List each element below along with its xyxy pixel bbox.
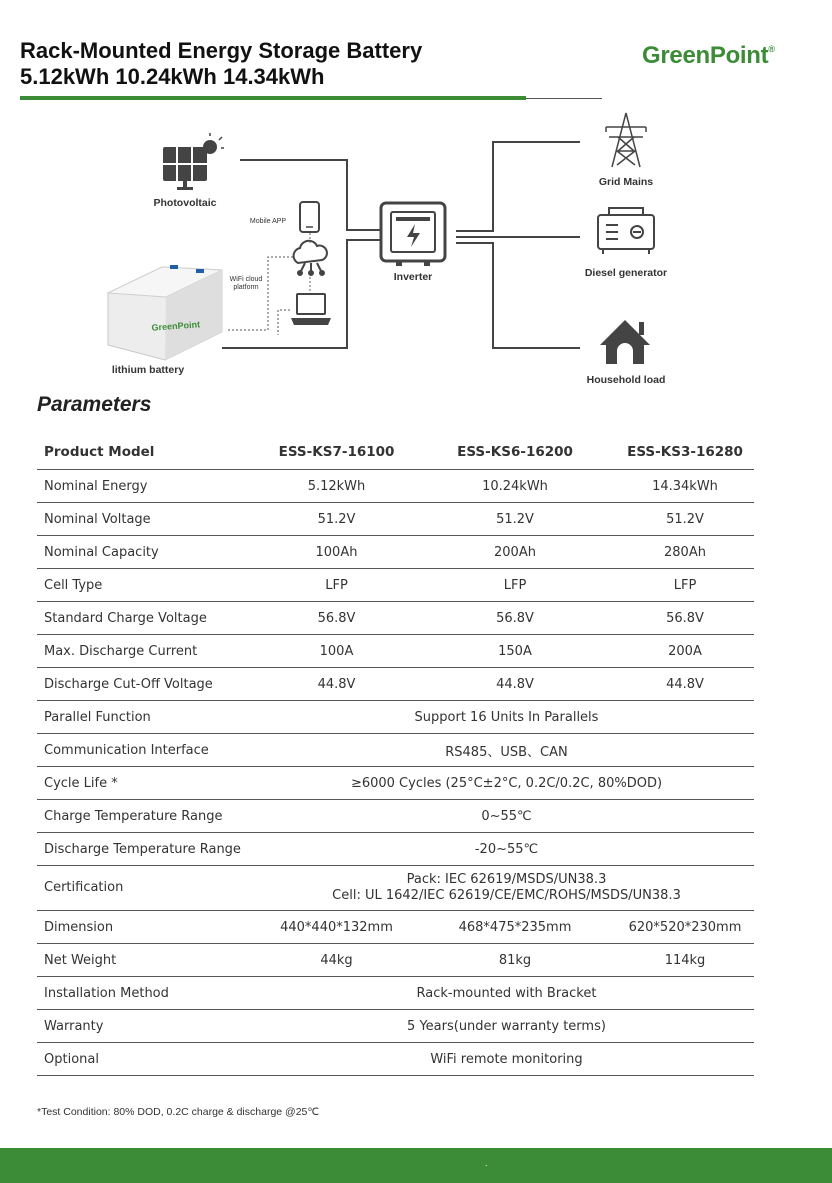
cell-value: LFP [616, 569, 754, 602]
title-line-2: 5.12kWh 10.24kWh 14.34kWh [20, 64, 325, 89]
registered-mark-icon: ® [768, 44, 775, 54]
table-row [37, 602, 754, 635]
table-row [37, 701, 754, 734]
brand-logo-text: GreenPoint [642, 42, 769, 69]
diesel-generator-label: Diesel generator [584, 267, 668, 279]
table-row [37, 866, 754, 911]
cell-value: 51.2V [259, 503, 414, 536]
cell-value: 100A [259, 635, 414, 668]
row-label: Nominal Voltage [37, 503, 259, 536]
diesel-generator-icon [598, 208, 654, 254]
footer-bar [0, 1148, 832, 1183]
row-label: Cell Type [37, 569, 259, 602]
system-diagram [0, 105, 832, 395]
row-label: Charge Temperature Range [37, 800, 259, 833]
photovoltaic-label: Photovoltaic [153, 197, 217, 209]
parameters-table [37, 434, 754, 1076]
table-row [37, 503, 754, 536]
wifi-cloud-label-2: platform [233, 284, 259, 291]
grid-mains-label: Grid Mains [598, 176, 654, 188]
battery-brand-text: GreenPoint [151, 319, 201, 333]
cell-value: 440*440*132mm [259, 911, 414, 944]
cell-value: 44.8V [616, 668, 754, 701]
row-label: Nominal Energy [37, 470, 259, 503]
cell-value: 200A [616, 635, 754, 668]
row-label: Parallel Function [37, 701, 259, 734]
cell-value: 56.8V [414, 602, 616, 635]
cell-value: 51.2V [414, 503, 616, 536]
cell-value: 280Ah [616, 536, 754, 569]
title-underline-green [20, 96, 526, 100]
house-icon [600, 320, 650, 364]
cell-value: 51.2V [616, 503, 754, 536]
row-label: Communication Interface [37, 734, 259, 767]
cell-value: 14.34kWh [616, 470, 754, 503]
brand-logo [642, 42, 775, 70]
row-label: Dimension [37, 911, 259, 944]
cell-value: Pack: IEC 62619/MSDS/UN38.3 [406, 872, 607, 887]
inverter-label: Inverter [393, 271, 433, 283]
product-model-header: Product Model [37, 434, 259, 470]
table-row [37, 470, 754, 503]
row-label: Discharge Temperature Range [37, 833, 259, 866]
inverter-icon [381, 203, 445, 266]
wifi-dashed-lines [228, 257, 293, 335]
title-underline-gray [526, 98, 602, 99]
laptop-icon [291, 294, 331, 325]
row-label: Standard Charge Voltage [37, 602, 259, 635]
cell-value: 468*475*235mm [414, 911, 616, 944]
power-tower-icon [606, 113, 646, 167]
cell-value: LFP [414, 569, 616, 602]
cell-value: 114kg [616, 944, 754, 977]
cell-value: 44.8V [259, 668, 414, 701]
cell-value: 44.8V [414, 668, 616, 701]
test-condition-footnote: *Test Condition: 80% DOD, 0.2C charge & discharge @25℃ [37, 1106, 320, 1118]
title-line-1: Rack-Mounted Energy Storage Battery [20, 38, 423, 63]
cell-value: 56.8V [259, 602, 414, 635]
cell-value: Support 16 Units In Parallels [259, 701, 754, 734]
row-label: Installation Method [37, 977, 259, 1010]
table-row [37, 911, 754, 944]
certification-cell [259, 866, 754, 911]
cell-value: LFP [259, 569, 414, 602]
table-row [37, 944, 754, 977]
cell-value: 100Ah [259, 536, 414, 569]
table-row [37, 734, 754, 767]
household-load-label: Household load [586, 374, 666, 386]
cloud-icon [294, 241, 327, 275]
table-row [37, 668, 754, 701]
cell-value: Cell: UL 1642/IEC 62619/CE/EMC/ROHS/MSDS/UN38.3 [332, 888, 681, 903]
cell-value: -20~55℃ [259, 833, 754, 866]
lithium-battery-image [108, 265, 222, 360]
row-label: Nominal Capacity [37, 536, 259, 569]
cell-value: 5.12kWh [259, 470, 414, 503]
cell-value: 10.24kWh [414, 470, 616, 503]
cell-value: 44kg [259, 944, 414, 977]
row-label: Net Weight [37, 944, 259, 977]
lithium-battery-label: lithium battery [111, 364, 185, 376]
table-row [37, 635, 754, 668]
row-label: Discharge Cut-Off Voltage [37, 668, 259, 701]
cell-value: Rack-mounted with Bracket [259, 977, 754, 1010]
cell-value: RS485、USB、CAN [259, 734, 754, 767]
cell-value: 150A [414, 635, 616, 668]
cell-value: ≥6000 Cycles (25°C±2°C, 0.2C/0.2C, 80%DOD) [259, 767, 754, 800]
mobile-app-label: Mobile APP [249, 218, 287, 225]
cell-value: WiFi remote monitoring [259, 1043, 754, 1076]
row-label: Warranty [37, 1010, 259, 1043]
mobile-phone-icon [300, 202, 319, 232]
page-title [20, 38, 422, 90]
cell-value: 0~55℃ [259, 800, 754, 833]
table-row [37, 800, 754, 833]
model-header: ESS-KS3-16280 [616, 434, 754, 470]
table-row [37, 569, 754, 602]
row-label: Max. Discharge Current [37, 635, 259, 668]
cell-value: 81kg [414, 944, 616, 977]
footer-dot: . [485, 1158, 488, 1168]
row-label: Cycle Life * [37, 767, 259, 800]
cell-value: 5 Years(under warranty terms) [259, 1010, 754, 1043]
model-header: ESS-KS6-16200 [414, 434, 616, 470]
solar-panel-icon [163, 133, 224, 190]
cell-value: 620*520*230mm [616, 911, 754, 944]
row-label: Optional [37, 1043, 259, 1076]
table-row [37, 767, 754, 800]
wifi-cloud-label-1: WiFi cloud [229, 276, 263, 283]
table-row [37, 977, 754, 1010]
model-header: ESS-KS7-16100 [259, 434, 414, 470]
table-row [37, 833, 754, 866]
cell-value: 56.8V [616, 602, 754, 635]
cell-value: 200Ah [414, 536, 616, 569]
parameters-heading: Parameters [37, 393, 152, 416]
table-row [37, 1010, 754, 1043]
table-row [37, 1043, 754, 1076]
table-row [37, 536, 754, 569]
row-label: Certification [37, 866, 259, 911]
table-header-row [37, 434, 754, 470]
